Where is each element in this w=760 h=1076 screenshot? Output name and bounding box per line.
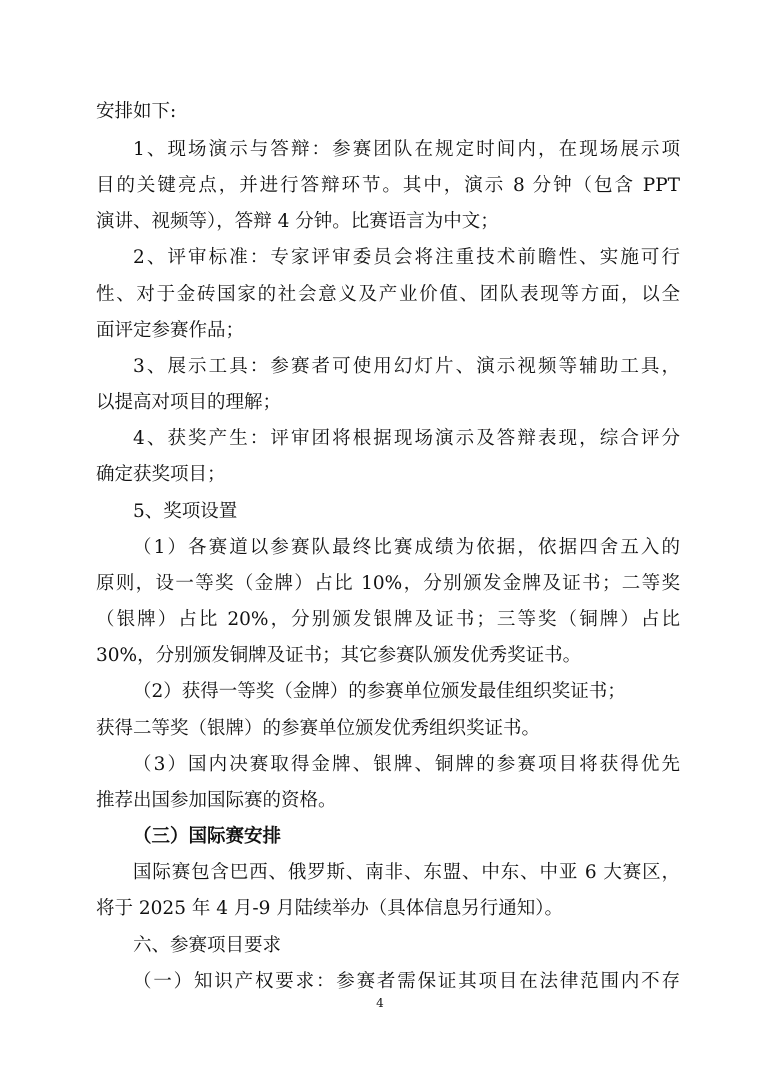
text-line: 2、评审标准：专家评审委员会将注重技术前瞻性、实施可行 — [133, 247, 680, 268]
text-line: 5、奖项设置 — [133, 501, 238, 522]
text-line: 30%，分别颁发铜牌及证书；其它参赛队颁发优秀奖证书。 — [96, 645, 582, 666]
text-line: 将于 2025 年 4 月-9 月陆续举办（具体信息另行通知）。 — [96, 898, 564, 919]
text-line: （2）获得一等奖（金牌）的参赛单位颁发最佳组织奖证书； — [133, 681, 626, 702]
text-line: 推荐出国参加国际赛的资格。 — [96, 790, 337, 811]
text-line: 原则，设一等奖（金牌）占比 10%，分别颁发金牌及证书；二等奖 — [96, 573, 680, 594]
text-line: 安排如下: — [96, 101, 177, 122]
text-line: 1、现场演示与答辩：参赛团队在规定时间内，在现场展示项 — [133, 139, 680, 160]
section-heading: 六、参赛项目要求 — [133, 935, 282, 956]
text-line: 3、展示工具：参赛者可使用幻灯片、演示视频等辅助工具， — [133, 356, 680, 377]
text-line: 以提高对项目的理解； — [96, 392, 282, 413]
section-heading: （三）国际赛安排 — [133, 826, 282, 847]
text-line: （银牌）占比 20%，分别颁发银牌及证书；三等奖（铜牌）占比 — [96, 609, 680, 630]
text-line: 4、获奖产生：评审团将根据现场演示及答辩表现，综合评分 — [133, 428, 680, 449]
text-line: 获得二等奖（银牌）的参赛单位颁发优秀组织奖证书。 — [96, 718, 541, 739]
text-line: 性、对于金砖国家的社会意义及产业价值、团队表现等方面，以全 — [96, 284, 680, 305]
text-line: 确定获奖项目； — [96, 464, 226, 485]
text-line: 演讲、视频等），答辩 4 分钟。比赛语言为中文； — [96, 211, 499, 232]
text-line: 目的关键亮点，并进行答辩环节。其中，演示 8 分钟（包含 PPT — [96, 175, 680, 196]
text-line: 面评定参赛作品； — [96, 320, 245, 341]
text-line: （3）国内决赛取得金牌、银牌、铜牌的参赛项目将获得优先 — [133, 754, 680, 775]
page-number: 4 — [376, 996, 384, 1010]
text-line: （1）各赛道以参赛队最终比赛成绩为依据，依据四舍五入的 — [133, 537, 680, 558]
text-line: 国际赛包含巴西、俄罗斯、南非、东盟、中东、中亚 6 大赛区， — [133, 862, 680, 883]
text-line: （一）知识产权要求：参赛者需保证其项目在法律范围内不存 — [133, 971, 680, 992]
